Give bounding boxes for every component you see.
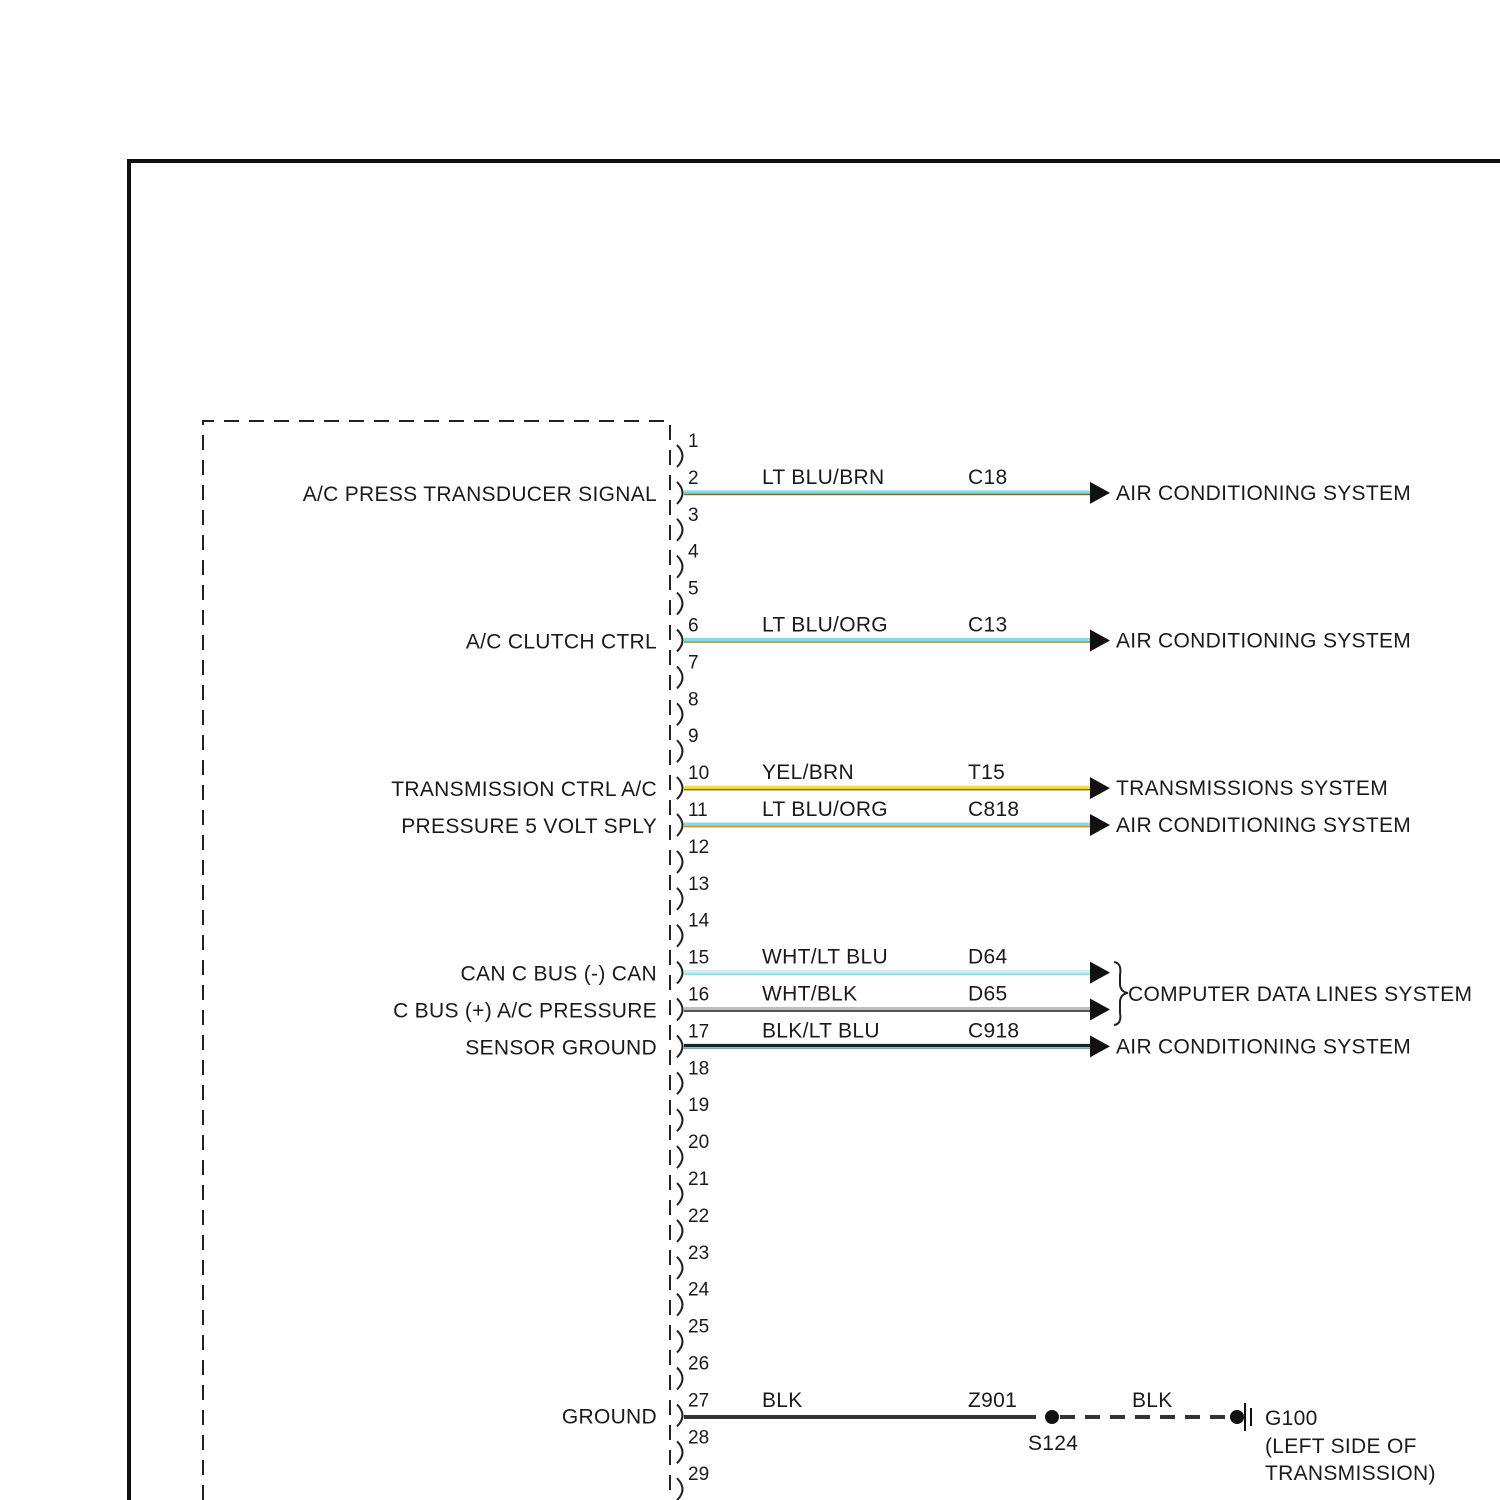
arrow-icon	[1090, 962, 1110, 984]
destination-label: AIR CONDITIONING SYSTEM	[1116, 1035, 1412, 1059]
pin-number: 19	[688, 1095, 710, 1117]
connector-cavity	[677, 556, 683, 578]
connector-cavity	[677, 777, 683, 799]
pin-number: 15	[688, 947, 710, 969]
module-outline	[203, 421, 670, 1500]
pin-number: 5	[688, 578, 699, 600]
pin-number: 25	[688, 1316, 710, 1338]
wire-color-label: LT BLU/ORG	[762, 613, 888, 637]
pin-number: 17	[688, 1021, 710, 1043]
connector-cavity	[677, 666, 683, 688]
ground-location-line2: TRANSMISSION)	[1265, 1462, 1436, 1485]
module-pin-label: A/C CLUTCH CTRL	[465, 630, 657, 654]
connector-cavity	[677, 1146, 683, 1168]
arrow-icon	[1090, 999, 1110, 1021]
pin-number: 20	[688, 1132, 710, 1154]
connector-cavity	[677, 1035, 683, 1057]
pin-number: 7	[688, 652, 699, 674]
arrow-icon	[1090, 777, 1110, 799]
arrow-icon	[1090, 1035, 1110, 1057]
connector-cavity	[677, 888, 683, 910]
pin-number: 6	[688, 615, 699, 637]
destination-label: AIR CONDITIONING SYSTEM	[1116, 814, 1412, 837]
destination-label: TRANSMISSIONS SYSTEM	[1116, 777, 1389, 801]
data-lines-destination: COMPUTER DATA LINES SYSTEM	[1128, 983, 1473, 1006]
pin-number: 9	[688, 726, 699, 748]
data-lines-bracket	[1114, 962, 1128, 1025]
connector-cavity	[677, 1109, 683, 1131]
pin-number: 28	[688, 1427, 710, 1449]
pin-number: 18	[688, 1058, 710, 1080]
pin-number: 1	[688, 431, 699, 452]
pin-number: 29	[688, 1464, 710, 1486]
connector-cavity	[677, 1441, 683, 1463]
pin-number: 21	[688, 1169, 710, 1190]
connector-cavity	[677, 1257, 683, 1279]
connector-cavity	[677, 1368, 683, 1390]
connector-cavity	[677, 814, 683, 836]
pin-number: 10	[688, 763, 710, 785]
pin-number: 3	[688, 504, 699, 526]
connector-cavity	[677, 1404, 683, 1426]
arrow-icon	[1090, 814, 1110, 836]
connector-cavity	[677, 1478, 683, 1500]
ground-wire-color: BLK	[762, 1389, 803, 1412]
wire-color-label: WHT/LT BLU	[762, 945, 888, 969]
circuit-id-label: C13	[968, 613, 1008, 637]
connector-cavity	[677, 482, 683, 504]
connector-cavity	[677, 962, 683, 984]
destination-label: AIR CONDITIONING SYSTEM	[1116, 481, 1412, 505]
wire-color-label: BLK/LT BLU	[762, 1019, 880, 1043]
module-pin-label: TRANSMISSION CTRL A/C	[391, 778, 657, 802]
pin-number: 4	[688, 541, 699, 563]
pin-number: 23	[688, 1242, 710, 1264]
ground-after-splice-color: BLK	[1132, 1389, 1173, 1412]
ground-point-label: G100	[1265, 1407, 1318, 1430]
ground-location-line1: (LEFT SIDE OF	[1265, 1435, 1417, 1458]
arrow-icon	[1090, 482, 1110, 504]
connector-cavity	[677, 740, 683, 762]
module-pin-label: C BUS (+) A/C PRESSURE	[393, 999, 657, 1023]
circuit-id-label: T15	[968, 761, 1006, 785]
pin-number: 24	[688, 1279, 710, 1301]
module-pin-label: A/C PRESS TRANSDUCER SIGNAL	[302, 482, 657, 506]
pin-number: 16	[688, 984, 710, 1006]
module-pin-label: CAN C BUS (-) CAN	[460, 962, 657, 986]
connector-cavity	[677, 1220, 683, 1242]
ground-eyelet-dot	[1230, 1410, 1244, 1424]
destination-label: AIR CONDITIONING SYSTEM	[1116, 629, 1412, 653]
splice-dot	[1045, 1410, 1059, 1424]
connector-cavity	[677, 1072, 683, 1094]
connector-cavity	[677, 1183, 683, 1205]
module-pin-label: SENSOR GROUND	[465, 1036, 657, 1060]
connector-cavity	[677, 593, 683, 615]
connector-cavity	[677, 703, 683, 725]
module-pin-labels	[303, 483, 657, 1429]
pin-number: 26	[688, 1353, 710, 1375]
ground-circuit	[684, 1389, 1436, 1485]
circuit-wires	[684, 466, 1411, 1059]
wire-color-label: LT BLU/ORG	[762, 798, 888, 821]
connector-cavity	[677, 1331, 683, 1353]
wire-color-label: LT BLU/BRN	[762, 465, 885, 489]
pin-number: 13	[688, 873, 710, 895]
pin-number: 11	[688, 800, 708, 821]
pin-number: 2	[688, 467, 699, 489]
connector-cavity	[677, 1294, 683, 1316]
arrow-icon	[1090, 630, 1110, 652]
module-pin-label: GROUND	[561, 1405, 657, 1429]
pin-number: 27	[688, 1390, 710, 1412]
circuit-id-label: C818	[968, 798, 1020, 821]
connector-cavity	[677, 851, 683, 873]
circuit-id-label: D65	[968, 982, 1008, 1006]
wire-color-label: WHT/BLK	[762, 982, 858, 1006]
connector-cavity	[677, 630, 683, 652]
splice-label: S124	[1028, 1432, 1079, 1455]
connector-cavity	[677, 445, 683, 467]
connector-cavity	[677, 999, 683, 1021]
circuit-id-label: D64	[968, 945, 1008, 969]
pin-number: 22	[688, 1205, 710, 1227]
pin-number: 8	[688, 689, 699, 711]
pin-number: 14	[688, 910, 710, 932]
pin-number: 12	[688, 836, 710, 858]
wire-color-label: YEL/BRN	[762, 761, 854, 785]
pin-numbers	[688, 431, 710, 1485]
connector-cavity	[677, 519, 683, 541]
connector-cavity	[677, 925, 683, 947]
circuit-id-label: C918	[968, 1019, 1020, 1043]
ground-circuit-id: Z901	[968, 1389, 1018, 1412]
circuit-id-label: C18	[968, 465, 1008, 489]
module-pin-label: PRESSURE 5 VOLT SPLY	[401, 815, 657, 838]
connector-cavities	[677, 445, 683, 1500]
